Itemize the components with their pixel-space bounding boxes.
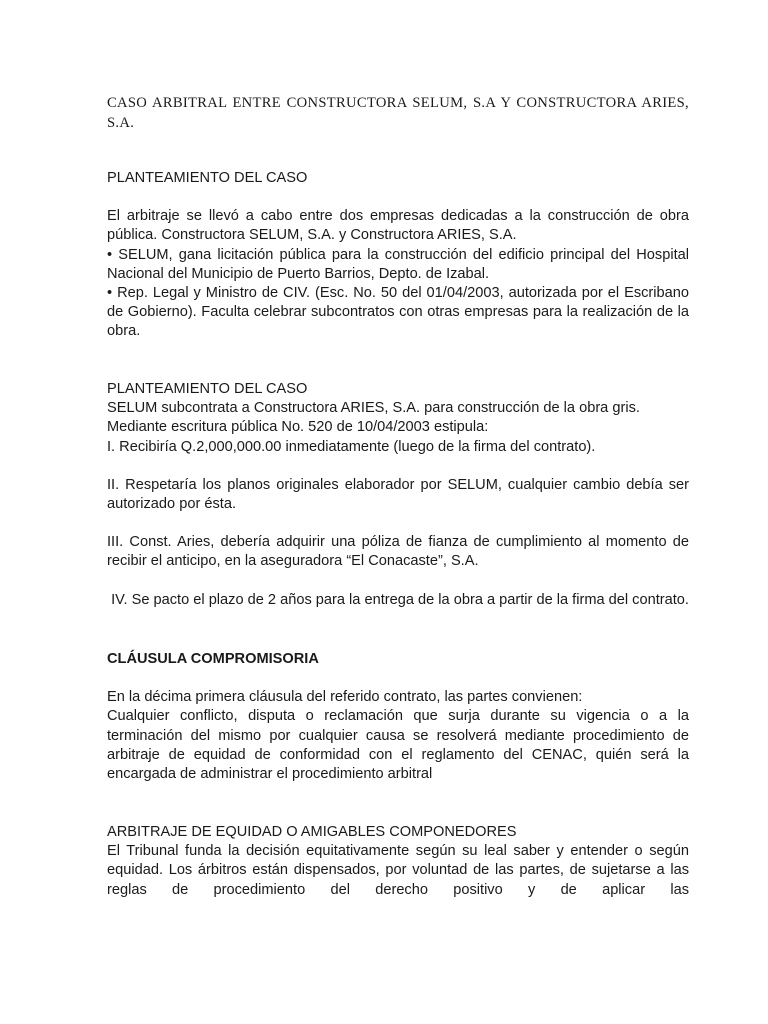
section-1-bullet-1: • SELUM, gana licitación pública para la construcción del edificio principal del Hospital Nacional del Municipio de Puerto Barrios, Depto. de Izabal. [107, 246, 689, 282]
section-4-body: El Tribunal funda la decisión equitativamente según su leal saber y entender o según equidad. Los árbitros están dispensados, por voluntad de las partes, de sujetarse a las reglas de procedimiento del derecho positivo y de aplicar las [107, 843, 689, 898]
section-1-heading: PLANTEAMIENTO DEL CASO [107, 170, 308, 186]
section-3-line-1: En la décima primera cláusula del referido contrato, las partes convienen: [107, 689, 583, 706]
section-1-intro: El arbitraje se llevó a cabo entre dos empresas dedicadas a la construcción de obra pública. Constructora SELUM, S.A. y Constructora ARIES, S.A. [107, 208, 689, 244]
section-2-item-4: IV. Se pacto el plazo de 2 años para la entrega de la obra a partir de la firma del contrato. [107, 591, 689, 608]
document-title: CASO ARBITRAL ENTRE CONSTRUCTORA SELUM, S.A Y CONSTRUCTORA ARIES, S.A. [107, 95, 689, 131]
section-3-heading: CLÁUSULA COMPROMISORIA [107, 651, 319, 667]
section-3-line-2: Cualquier conflicto, disputa o reclamación que surja durante su vigencia o a la terminación del mismo por cualquier causa se resolverá mediante procedimiento de arbitraje de equidad de conformidad con el reglamento del CENAC, quién será la encargada de administrar el procedimiento arbitral [107, 708, 689, 783]
section-2-heading: PLANTEAMIENTO DEL CASO [107, 381, 308, 397]
section-2-item-2: II. Respetaría los planos originales elaborador por SELUM, cualquier cambio debía ser autorizado por ésta. [107, 476, 689, 513]
section-2-line-2: Mediante escritura pública No. 520 de 10/04/2003 estipula: [107, 419, 489, 436]
section-4 [107, 823, 689, 900]
section-1-bullet-2: • Rep. Legal y Ministro de CIV. (Esc. No. 50 del 01/04/2003, autorizada por el Escribano de Gobierno). Faculta celebrar subcontratos con otras empresas para la realización de la obra. [107, 285, 689, 340]
section-2-item-1: I. Recibiría Q.2,000,000.00 inmediatamente (luego de la firma del contrato). [107, 438, 596, 455]
section-2-line-1: SELUM subcontrata a Constructora ARIES, S.A. para construcción de la obra gris. [107, 400, 640, 417]
section-4-heading: ARBITRAJE DE EQUIDAD O AMIGABLES COMPONEDORES [107, 824, 517, 840]
section-2-item-3: III. Const. Aries, debería adquirir una póliza de fianza de cumplimiento al momento de recibir el anticipo, en la aseguradora “El Conacaste”, S.A. [107, 534, 689, 570]
section-2 [107, 380, 689, 610]
section-3 [107, 650, 689, 784]
section-1 [107, 169, 689, 342]
